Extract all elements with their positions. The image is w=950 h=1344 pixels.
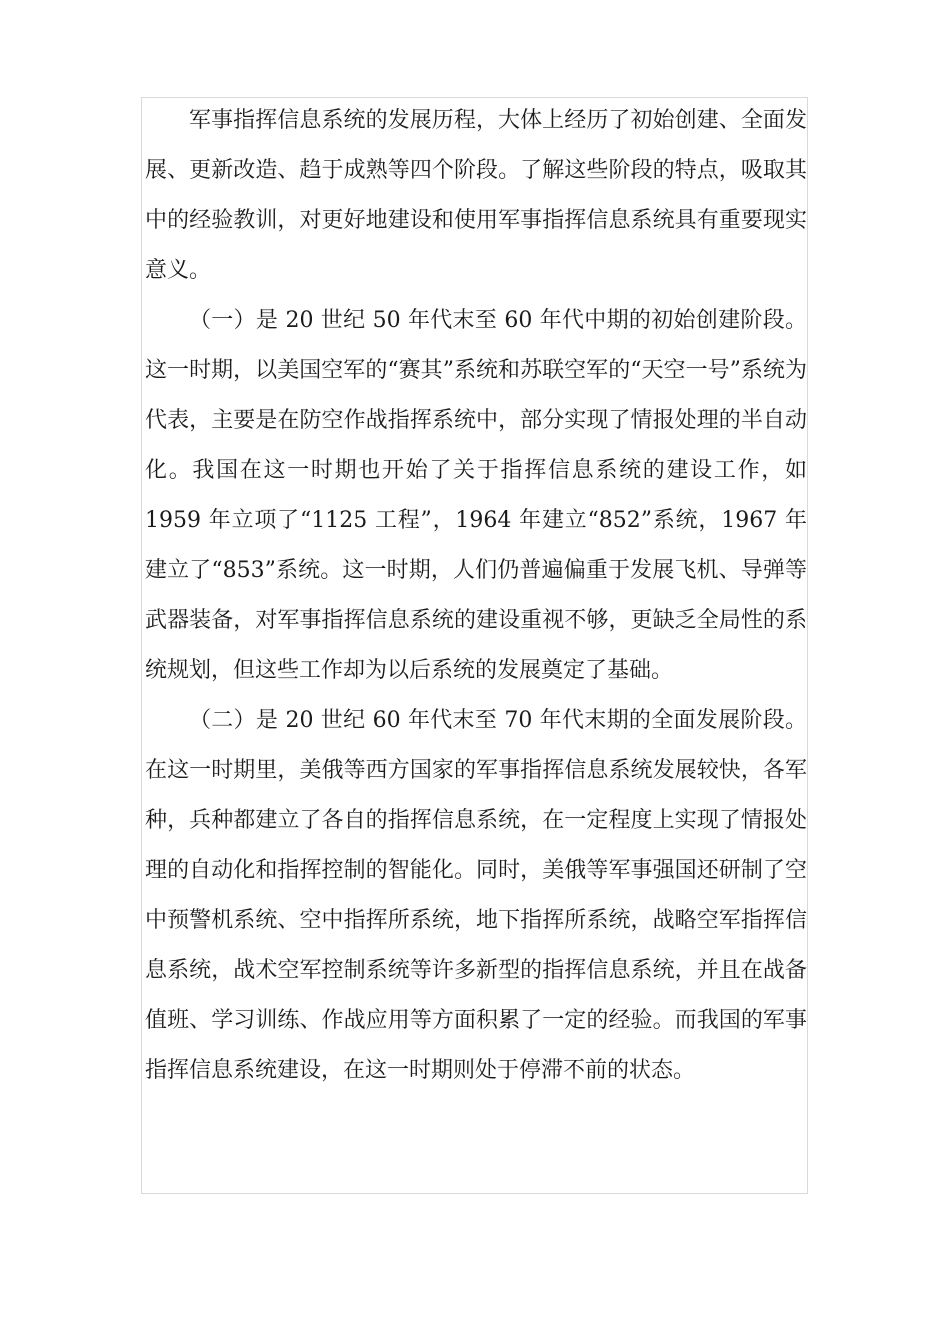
- document-body: [145, 96, 807, 1096]
- paragraph-stage-one: （一）是 20 世纪 50 年代末至 60 年代中期的初始创建阶段。这一时期，以美国空军的“赛其”系统和苏联空军的“天空一号”系统为代表，主要是在防空作战指挥系统中，部分实现了情报处理的半自动化。我国在这一时期也开始了关于指挥信息系统的建设工作，如 1959 年立项了“1125 工程”，1964 年建立“852”系统，1967 年建立了“853”系统。这一时期，人们仍普遍偏重于发展飞机、导弹等武器装备，对军事指挥信息系统的建设重视不够，更缺乏全局性的系统规划，但这些工作却为以后系统的发展奠定了基础。: [145, 308, 807, 683]
- paragraph-stage-two: （二）是 20 世纪 60 年代末至 70 年代末期的全面发展阶段。在这一时期里，美俄等西方国家的军事指挥信息系统发展较快，各军种，兵种都建立了各自的指挥信息系统，在一定程度上实现了情报处理的自动化和指挥控制的智能化。同时，美俄等军事强国还研制了空中预警机系统、空中指挥所系统，地下指挥所系统，战略空军指挥信息系统，战术空军控制系统等许多新型的指挥信息系统，并且在战备值班、学习训练、作战应用等方面积累了一定的经验。而我国的军事指挥信息系统建设，在这一时期则处于停滞不前的状态。: [145, 708, 807, 1083]
- paragraph-intro: 军事指挥信息系统的发展历程，大体上经历了初始创建、全面发展、更新改造、趋于成熟等四个阶段。了解这些阶段的特点，吸取其中的经验教训，对更好地建设和使用军事指挥信息系统具有重要现实意义。: [145, 108, 807, 283]
